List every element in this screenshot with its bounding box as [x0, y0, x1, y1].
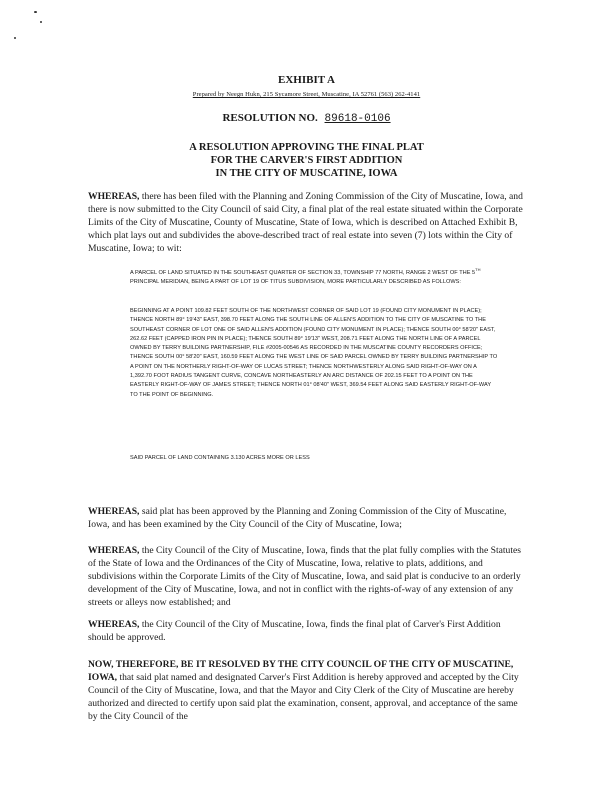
whereas-paragraph-3	[88, 544, 528, 609]
resolution-number-line	[0, 112, 613, 125]
legal-intro-text: A PARCEL OF LAND SITUATED IN THE SOUTHEAST QUARTER OF SECTION 33, TOWNSHIP 77 NORTH, RANGE 2 WEST OF THE 5	[130, 270, 476, 276]
whereas-text: said plat has been approved by the Planning and Zoning Commission of the City of Muscatine, Iowa, and has been examined by the City Council of the City of Muscatine, Iowa;	[88, 506, 507, 530]
legal-intro-text-cont: PRINCIPAL MERIDIAN, BEING A PART OF LOT 19 OF TITUS SUBDIVISION, MORE PARTICULARLY DESCRIBED AS FOLLOWS:	[130, 279, 461, 286]
resolved-text: that said plat named and designated Carver's First Addition is hereby approved and accepted by the City Council of the City of Muscatine, Iowa, and that the Mayor and City Clerk of the City of Muscatine are hereby authorized and directed to certify upon said plat the examination, consent, approval, and acceptance of the same by the City Council of the	[88, 672, 519, 722]
whereas-lead: WHEREAS,	[88, 506, 140, 517]
exhibit-heading: EXHIBIT A	[278, 74, 335, 86]
prepared-by-line: Prepared by Neegn Hukn, 215 Sycamore Street, Muscatine, IA 52761 (563) 262-4141	[192, 91, 421, 98]
whereas-paragraph-2	[88, 505, 528, 531]
whereas-text: the City Council of the City of Muscatine, Iowa, finds that the plat fully complies with the Statutes of the State of Iowa and the Ordinances of the City of Muscatine, Iowa, relative to plats, additions, and subdivisions within the Corporate Limits of the City of Muscatine, Iowa, and said plat is conducive to an orderly development of the City of Muscatine, Iowa, and not in conflict with the rights-of-way of any extension of any streets or alleys now established; and	[88, 545, 522, 608]
whereas-lead: WHEREAS,	[88, 545, 140, 556]
resolution-number: 89618-0106	[324, 113, 391, 125]
title-line-1: A RESOLUTION APPROVING THE FINAL PLAT	[189, 142, 424, 153]
title-line-3: IN THE CITY OF MUSCATINE, IOWA	[215, 168, 398, 179]
whereas-lead: WHEREAS,	[88, 619, 140, 630]
whereas-text: the City Council of the City of Muscatine, Iowa, finds the final plat of Carver's First Addition should be approved.	[88, 619, 501, 643]
whereas-text: there has been filed with the Planning and Zoning Commission of the City of Muscatine, Iowa, and there is now submitted to the City Council of said City, a final plat of the real estate situated within the Corporate Limits of the City of Muscatine, County of Muscatine, State of Iowa, which is described on Attached Exhibit B, which plat lays out and subdivides the above-described tract of real estate into seven (7) lots within the City of Muscatine, Iowa; to wit:	[88, 191, 523, 254]
legal-superscript: TH	[475, 267, 481, 273]
scan-speck	[14, 37, 16, 39]
resolution-title	[0, 141, 613, 180]
title-line-2: FOR THE CARVER'S FIRST ADDITION	[210, 155, 403, 166]
legal-description-acreage: SAID PARCEL OF LAND CONTAINING 3.130 ACRES MORE OR LESS	[130, 455, 310, 461]
whereas-paragraph-4	[88, 618, 528, 644]
resolved-lead: NOW, THEREFORE, BE IT RESOLVED BY THE CITY COUNCIL OF THE CITY OF MUSCATINE, IOWA,	[88, 659, 514, 683]
legal-description-body: BEGINNING AT A POINT 109.82 FEET SOUTH OF THE NORTHWEST CORNER OF SAID LOT 19 (FOUND CITY MONUMENT IN PLACE); THENCE NORTH 89° 19'43" EAST, 398.70 FEET ALONG THE SOUTH LINE OF ALLEN'S ADDITION TO THE CITY OF MUSCATINE TO THE SOUTHEAST CORNER OF LOT ONE OF SAID ALLEN'S ADDITION (FOUND CITY MONUMENT IN PLACE); THENCE SOUTH 00° 58'20" EAST, 262.62 FEET (CAPPED IRON PIN IN PLACE); THENCE SOUTH 89° 19'13" WEST, 208.71 FEET ALONG THE NORTH LINE OF A PARCEL OWNED BY TERRY BUILDING PARTNERSHIP, FILE #2005-00546 AS RECORDED IN THE MUSCATINE COUNTY RECORDERS OFFICE; THENCE SOUTH 00° 58'20" EAST, 160.59 FEET ALONG THE WEST LINE OF SAID PARCEL OWNED BY TERRY BUILDING PARTNERSHIP TO A POINT ON THE NORTHERLY RIGHT-OF-WAY OF LUCAS STREET; THENCE NORTHWESTERLY ALONG SAID RIGHT-OF-WAY ON A 1,392.70 FOOT RADIUS TANGENT CURVE, CONCAVE NORTHEASTERLY AN ARC DISTANCE OF 202.15 FEET TO A POINT ON THE EASTERLY RIGHT-OF-WAY OF JAMES STREET; THENCE NORTH 01° 08'40" WEST, 369.54 FEET ALONG SAID EASTERLY RIGHT-OF-WAY TO THE POINT OF BEGINNING.	[130, 308, 498, 398]
scan-speck	[40, 21, 42, 23]
whereas-lead: WHEREAS,	[88, 191, 140, 202]
resolved-paragraph	[88, 658, 528, 723]
resolution-label: RESOLUTION NO.	[222, 112, 318, 124]
scan-speck	[34, 11, 37, 13]
whereas-paragraph-1	[88, 190, 528, 255]
legal-description-intro	[130, 269, 500, 288]
